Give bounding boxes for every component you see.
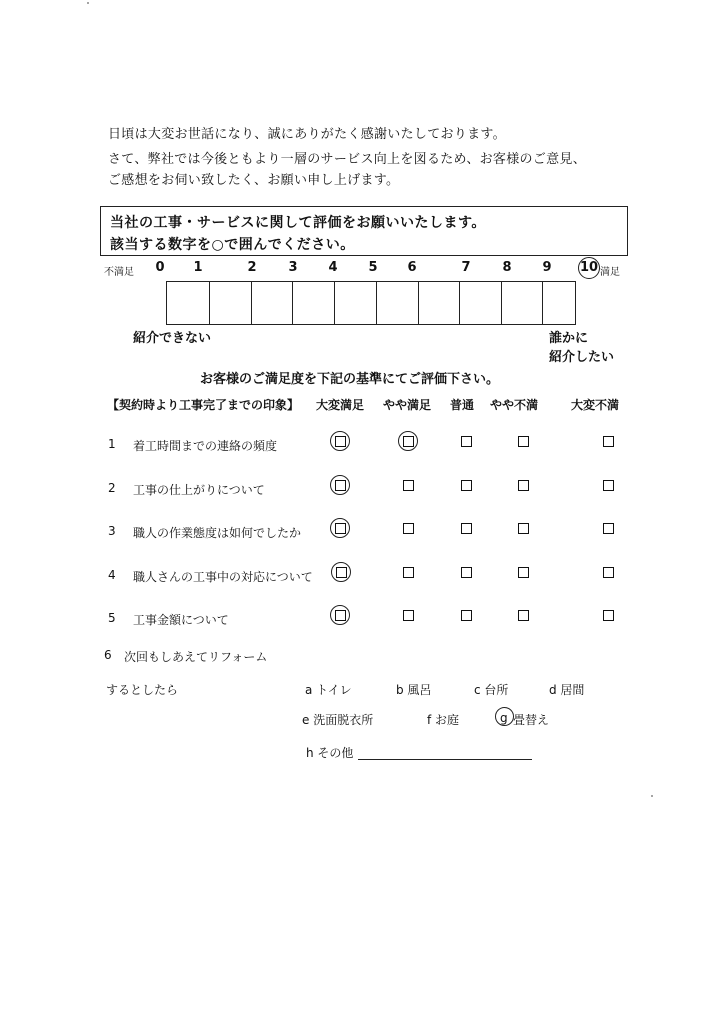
checkbox-q3-neutral[interactable] bbox=[461, 523, 472, 534]
selection-circle bbox=[330, 431, 350, 451]
selection-circle bbox=[330, 518, 350, 538]
scale-number-5[interactable]: 5 bbox=[368, 260, 378, 275]
scale-bar bbox=[166, 281, 576, 325]
scan-speck bbox=[87, 2, 89, 4]
option-toilet[interactable]: a トイレ bbox=[305, 683, 352, 697]
scale-tick bbox=[501, 281, 502, 325]
scale-number-0[interactable]: 0 bbox=[155, 260, 165, 275]
scale-number-2[interactable]: 2 bbox=[247, 260, 257, 275]
q6-text-line-2: するとしたら bbox=[106, 683, 179, 697]
scan-speck bbox=[651, 795, 653, 797]
option-kitchen[interactable]: c 台所 bbox=[474, 683, 509, 697]
selected-score-circle bbox=[578, 257, 600, 279]
selection-circle bbox=[398, 431, 418, 451]
question-text: 職人さんの工事中の対応について bbox=[133, 570, 313, 584]
selection-circle bbox=[330, 475, 350, 495]
column-header-neutral: 普通 bbox=[450, 398, 475, 412]
checkbox-q3-somewhat-satisfied[interactable] bbox=[403, 523, 414, 534]
scale-left-caption: 紹介できない bbox=[133, 331, 212, 346]
checkbox-q4-somewhat-satisfied[interactable] bbox=[403, 567, 414, 578]
scale-right-caption-1: 誰かに bbox=[549, 331, 589, 346]
scale-number-8[interactable]: 8 bbox=[502, 260, 512, 275]
column-header-somewhat-satisfied: やや満足 bbox=[383, 398, 432, 412]
selection-circle bbox=[330, 605, 350, 625]
checkbox-q4-neutral[interactable] bbox=[461, 567, 472, 578]
checkbox-q2-somewhat-dissatisfied[interactable] bbox=[518, 480, 529, 491]
scale-tick bbox=[334, 281, 335, 325]
checkbox-q2-neutral[interactable] bbox=[461, 480, 472, 491]
scale-number-10[interactable]: 10 bbox=[579, 260, 599, 275]
instruction-line-2: 該当する数字を○で囲んでください。 bbox=[110, 237, 355, 253]
question-text: 着工時間までの連絡の頻度 bbox=[133, 439, 278, 453]
scale-right-caption-2: 紹介したい bbox=[549, 350, 615, 365]
scale-low-label: 不満足 bbox=[104, 267, 134, 278]
intro-line-2: さて、弊社では今後ともより一層のサービス向上を図るため、お客様のご意見、 bbox=[108, 152, 587, 167]
option-other[interactable]: h その他 bbox=[306, 746, 354, 760]
checkbox-q4-very-dissatisfied[interactable] bbox=[603, 567, 614, 578]
column-header-very-satisfied: 大変満足 bbox=[316, 398, 365, 412]
checkbox-q3-somewhat-dissatisfied[interactable] bbox=[518, 523, 529, 534]
scale-number-1[interactable]: 1 bbox=[193, 260, 203, 275]
option-tatami-letter[interactable]: g bbox=[500, 711, 508, 725]
option-bath[interactable]: b 風呂 bbox=[396, 683, 432, 697]
survey-heading: お客様のご満足度を下記の基準にてご評価下さい。 bbox=[200, 372, 500, 387]
option-living-room[interactable]: d 居間 bbox=[549, 683, 585, 697]
question-number: 3 bbox=[108, 524, 116, 538]
checkbox-q3-very-dissatisfied[interactable] bbox=[603, 523, 614, 534]
q6-text-line-1: 次回もしあえてリフォーム bbox=[124, 650, 268, 664]
scale-tick bbox=[459, 281, 460, 325]
checkbox-q1-neutral[interactable] bbox=[461, 436, 472, 447]
column-header-very-dissatisfied: 大変不満 bbox=[571, 398, 620, 412]
question-number: 2 bbox=[108, 481, 116, 495]
question-number: 1 bbox=[108, 437, 116, 451]
question-number: 4 bbox=[108, 568, 116, 582]
scale-tick bbox=[209, 281, 210, 325]
scale-number-7[interactable]: 7 bbox=[461, 260, 471, 275]
checkbox-q1-very-dissatisfied[interactable] bbox=[603, 436, 614, 447]
checkbox-q2-somewhat-satisfied[interactable] bbox=[403, 480, 414, 491]
scale-number-9[interactable]: 9 bbox=[542, 260, 552, 275]
checkbox-q2-very-dissatisfied[interactable] bbox=[603, 480, 614, 491]
question-number: 6 bbox=[104, 648, 112, 662]
selection-circle bbox=[331, 562, 351, 582]
checkbox-q5-very-dissatisfied[interactable] bbox=[603, 610, 614, 621]
scale-tick bbox=[418, 281, 419, 325]
checkbox-q1-somewhat-dissatisfied[interactable] bbox=[518, 436, 529, 447]
question-text: 工事金額について bbox=[133, 613, 229, 627]
checkbox-q5-somewhat-dissatisfied[interactable] bbox=[518, 610, 529, 621]
option-tatami[interactable]: 畳替え bbox=[513, 713, 550, 727]
checkbox-q5-somewhat-satisfied[interactable] bbox=[403, 610, 414, 621]
scale-number-6[interactable]: 6 bbox=[407, 260, 417, 275]
scale-number-3[interactable]: 3 bbox=[288, 260, 298, 275]
scale-number-4[interactable]: 4 bbox=[328, 260, 338, 275]
instruction-line-1: 当社の工事・サービスに関して評価をお願いいたします。 bbox=[110, 215, 486, 231]
selected-option-circle bbox=[495, 707, 514, 726]
question-number: 5 bbox=[108, 611, 116, 625]
checkbox-q5-neutral[interactable] bbox=[461, 610, 472, 621]
option-washroom[interactable]: e 洗面脱衣所 bbox=[302, 713, 374, 727]
section-label: 【契約時より工事完了までの印象】 bbox=[107, 398, 300, 412]
scale-high-label: 満足 bbox=[600, 267, 620, 278]
scale-tick bbox=[376, 281, 377, 325]
other-blank-line[interactable] bbox=[358, 759, 532, 760]
option-garden[interactable]: f お庭 bbox=[427, 713, 460, 727]
scale-tick bbox=[292, 281, 293, 325]
column-header-somewhat-dissatisfied: やや不満 bbox=[490, 398, 539, 412]
intro-line-1: 日頃は大変お世話になり、誠にありがたく感謝いたしております。 bbox=[108, 127, 506, 142]
scale-tick bbox=[542, 281, 543, 325]
question-text: 工事の仕上がりについて bbox=[133, 483, 265, 497]
checkbox-q4-somewhat-dissatisfied[interactable] bbox=[518, 567, 529, 578]
question-text: 職人の作業態度は如何でしたか bbox=[133, 526, 302, 540]
scale-tick bbox=[251, 281, 252, 325]
intro-line-3: ご感想をお伺い致したく、お願い申し上げます。 bbox=[108, 173, 400, 188]
